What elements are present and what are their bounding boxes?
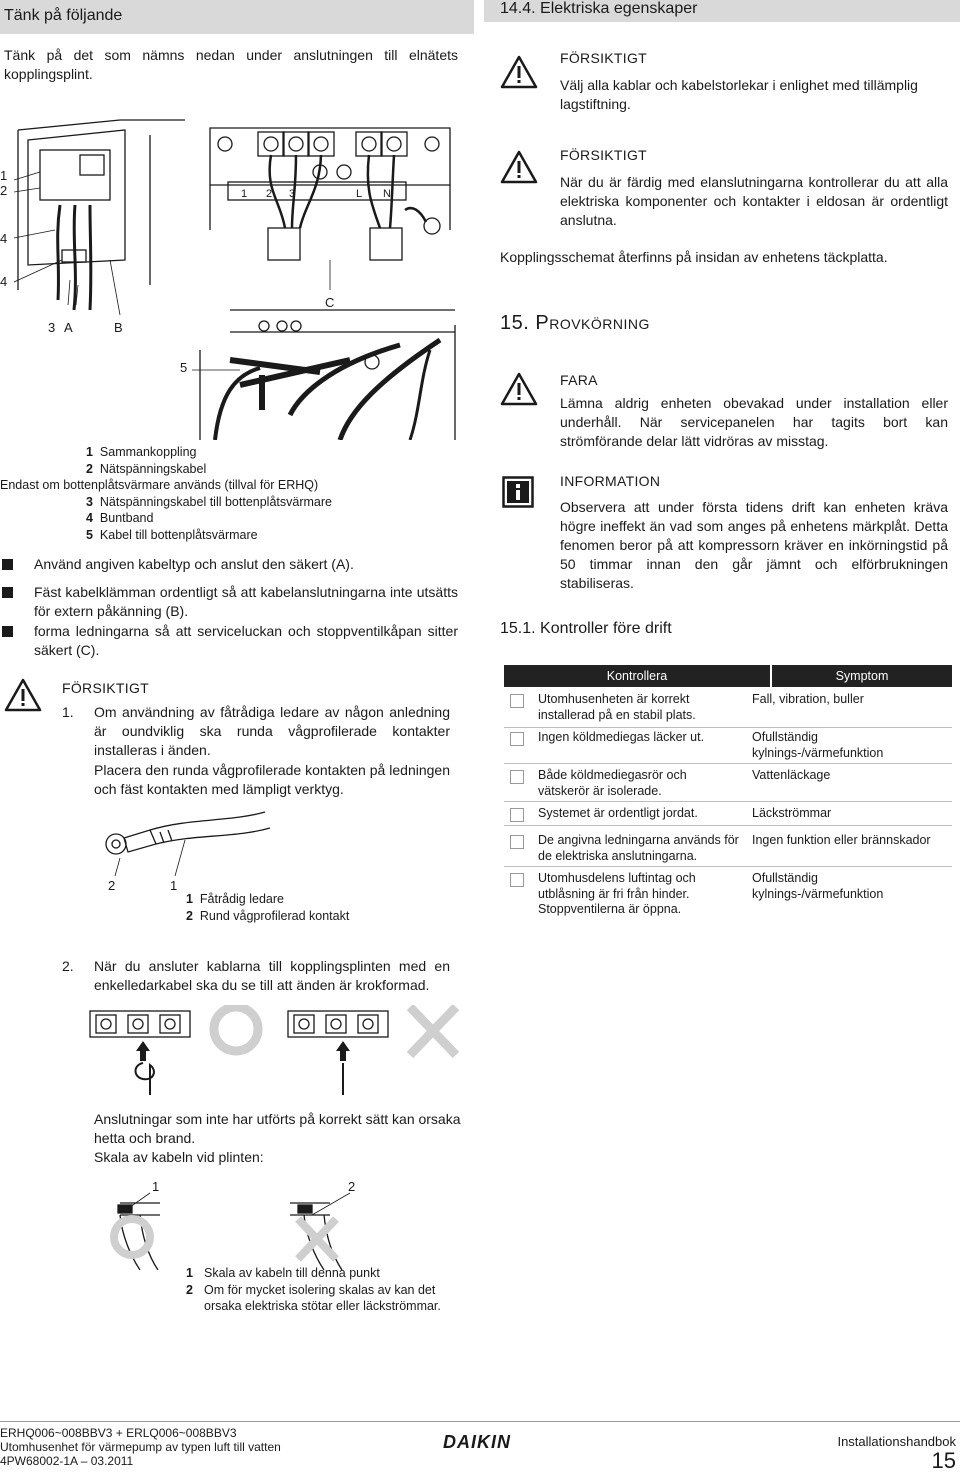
- chapter-title: Provkörning: [535, 312, 650, 334]
- info-label: INFORMATION: [560, 473, 661, 489]
- info-icon: [502, 476, 534, 508]
- caution-item-text2: Placera den runda vågprofilerade kontakten på ledningen och fäst kontakten med lämpligt verktyg.: [94, 762, 450, 797]
- table-cell-check: Ingen köldmediegas läcker ut.: [538, 730, 705, 744]
- caution-item-text: Om användning av fåtrådiga ledare av någon anledning är oundviklig ska runda vågprofilerade kontakter installeras i änden.: [94, 704, 450, 758]
- wiring-figure: [0, 110, 470, 440]
- callout-2: 2: [108, 878, 116, 893]
- legend-item: 2 Om för mycket isolering skalas av kan det orsaka elektriska stötar eller läckströmmar.: [186, 1282, 441, 1313]
- table-cell-check: Utomhusenheten är korrekt installerad på en stabil plats.: [538, 692, 696, 722]
- caution-text: Välj alla kablar och kabelstorlekar i enlighet med tillämplig lagstiftning.: [560, 77, 918, 112]
- callout-1: 1: [170, 878, 178, 893]
- callout-2: 2: [0, 183, 8, 198]
- warning-icon: [500, 150, 538, 184]
- table-cell-symptom: Läckströmmar: [752, 806, 832, 820]
- bullet-marker: [2, 626, 13, 637]
- legend-item: Endast om bottenplåtsvärmare används (tillval för ERHQ): [0, 478, 319, 492]
- row-divider: [504, 866, 952, 867]
- row-divider: [504, 727, 952, 728]
- checkbox[interactable]: [510, 770, 524, 784]
- terminal-3: 3: [289, 188, 296, 200]
- left-heading: Tänk på följande: [4, 7, 123, 24]
- callout-4a: 4: [0, 231, 8, 246]
- table-cell-check: Utomhusdelens luftintag och utblåsning är fri från hinder. Stoppventilerna är öppna.: [538, 871, 696, 916]
- footer-rule: [0, 1421, 960, 1422]
- table-cell-check: Systemet är ordentligt jordat.: [538, 806, 698, 820]
- legend-item: 3 Nätspänningskabel till bottenplåtsvärmare: [86, 494, 332, 509]
- intro-paragraph: Tänk på det som nämns nedan under anslutningen till elnätets kopplingsplint.: [4, 47, 458, 82]
- callout-B: B: [114, 320, 123, 335]
- checkbox[interactable]: [510, 732, 524, 746]
- callout-5: 5: [180, 360, 188, 375]
- checklist-table: [504, 665, 952, 925]
- document-code: 4PW68002-1A – 03.2011: [0, 1454, 134, 1468]
- table-cell-symptom: Ofullständig kylnings-/värmefunktion: [752, 871, 884, 901]
- checkbox[interactable]: [510, 694, 524, 708]
- hook-terminal-figure: [88, 1005, 468, 1095]
- terminal-2: 2: [266, 188, 273, 200]
- item-number: 2.: [62, 958, 74, 974]
- chapter-heading: 15. Provkörning: [500, 312, 650, 334]
- table-cell-symptom: Vattenläckage: [752, 768, 831, 782]
- legend-item: 5 Kabel till bottenplåtsvärmare: [86, 527, 258, 542]
- table-cell-symptom: Ofullständig kylnings-/värmefunktion: [752, 730, 884, 760]
- legend-item: 2 Nätspänningskabel: [86, 461, 207, 476]
- paragraph: Skala av kabeln vid plinten:: [94, 1149, 264, 1165]
- warning-icon: [4, 678, 42, 712]
- row-divider: [504, 801, 952, 802]
- terminal-N: N: [383, 188, 391, 200]
- footer-doc-title: Installationshandbok: [837, 1434, 956, 1449]
- legend-item: 1 Fåtrådig ledare: [186, 892, 284, 906]
- figure2-legend: [186, 891, 349, 924]
- terminal-L: L: [356, 188, 363, 200]
- caution-text: När du är färdig med elanslutningarna kontrollerar du att alla elektriska komponenter och kontakter i eldosan är ordentligt anslutna.: [560, 174, 948, 228]
- bullet-item: Fäst kabelklämman ordentligt så att kabelanslutningarna inte utsätts för extern påkänning (B).: [34, 584, 458, 619]
- callout-1: 1: [0, 168, 8, 183]
- danger-label: FARA: [560, 372, 598, 388]
- item-text: När du ansluter kablarna till kopplingsplinten med en enkelledarkabel ska du se till att änden är krokformad.: [94, 958, 450, 993]
- table-cell-check: Både köldmediegasrör och vätskerör är isolerade.: [538, 768, 687, 798]
- paragraph: Anslutningar som inte har utförts på korrekt sätt kan orsaka hetta och brand.: [94, 1111, 461, 1146]
- caution-label: FÖRSIKTIGT: [62, 680, 149, 696]
- legend-item: 1 Sammankoppling: [86, 445, 197, 459]
- wiring-note: Kopplingsschemat återfinns på insidan av enhetens täckplatta.: [500, 249, 888, 265]
- footer-left: [0, 1426, 281, 1468]
- legend-item: 2 Rund vågprofilerad kontakt: [186, 908, 350, 923]
- caution-label: FÖRSIKTIGT: [560, 147, 647, 163]
- subsection-heading: 15.1. Kontroller före drift: [500, 620, 672, 637]
- danger-icon: [500, 372, 538, 406]
- callout-2: 2: [348, 1179, 356, 1194]
- figure1-legend: [0, 444, 470, 543]
- table-header-check: Kontrollera: [504, 665, 770, 687]
- callout-4b: 4: [0, 274, 8, 289]
- page-number: 15: [931, 1448, 956, 1473]
- caution-label: FÖRSIKTIGT: [560, 50, 647, 66]
- bullet-marker: [2, 559, 13, 570]
- table-header-symptom: Symptom: [772, 665, 952, 687]
- model-numbers: ERHQ006~008BBV3 + ERLQ006~008BBV3: [0, 1426, 237, 1440]
- callout-3: 3: [48, 320, 56, 335]
- section-heading: 14.4. Elektriska egenskaper: [500, 0, 698, 17]
- warning-icon: [500, 55, 538, 89]
- callout-C: C: [325, 295, 335, 310]
- terminal-1: 1: [241, 188, 248, 200]
- danger-text: Lämna aldrig enheten obevakad under installation eller underhåll. När servicepanelen har tagits bort kan strömförande delar lätt vidröras av misstag.: [560, 395, 948, 449]
- table-cell-symptom: Fall, vibration, buller: [752, 692, 864, 706]
- brand-logo: DAIKIN: [443, 1432, 511, 1452]
- legend-item: 4 Buntband: [86, 511, 154, 525]
- legend-item: 1 Skala av kabeln till denna punkt: [186, 1266, 380, 1280]
- bullet-item: Använd angiven kabeltyp och anslut den säkert (A).: [34, 556, 354, 572]
- table-cell-symptom: Ingen funktion eller brännskador: [752, 833, 931, 847]
- callout-A: A: [64, 320, 73, 335]
- checkbox[interactable]: [510, 808, 524, 822]
- strip-legend: [186, 1265, 476, 1315]
- ring-terminal-figure: [90, 810, 290, 900]
- strip-wire-figure: [100, 1175, 380, 1270]
- table-cell-check: De angivna ledningarna används för de elektriska anslutningarna.: [538, 833, 739, 863]
- row-divider: [504, 763, 952, 764]
- checkbox[interactable]: [510, 873, 524, 887]
- row-divider: [504, 825, 952, 826]
- bullet-item: forma ledningarna så att serviceluckan och stoppventilkåpan sitter säkert (C).: [34, 623, 458, 658]
- caution-item-number: 1.: [62, 704, 74, 720]
- info-text: Observera att under första tidens drift kan enheten kräva högre ineffekt än vad som anges på enhetens märkplåt. Detta fenomen beror på att kompressorn kräver en inkörningstid på 50 timmar innan den går jämnt och elförbrukningen stabiliseras.: [560, 499, 948, 591]
- callout-1: 1: [152, 1179, 160, 1194]
- product-description: Utomhusenhet för värmepump av typen luft till vatten: [0, 1440, 281, 1454]
- bullet-marker: [2, 587, 13, 598]
- checkbox[interactable]: [510, 835, 524, 849]
